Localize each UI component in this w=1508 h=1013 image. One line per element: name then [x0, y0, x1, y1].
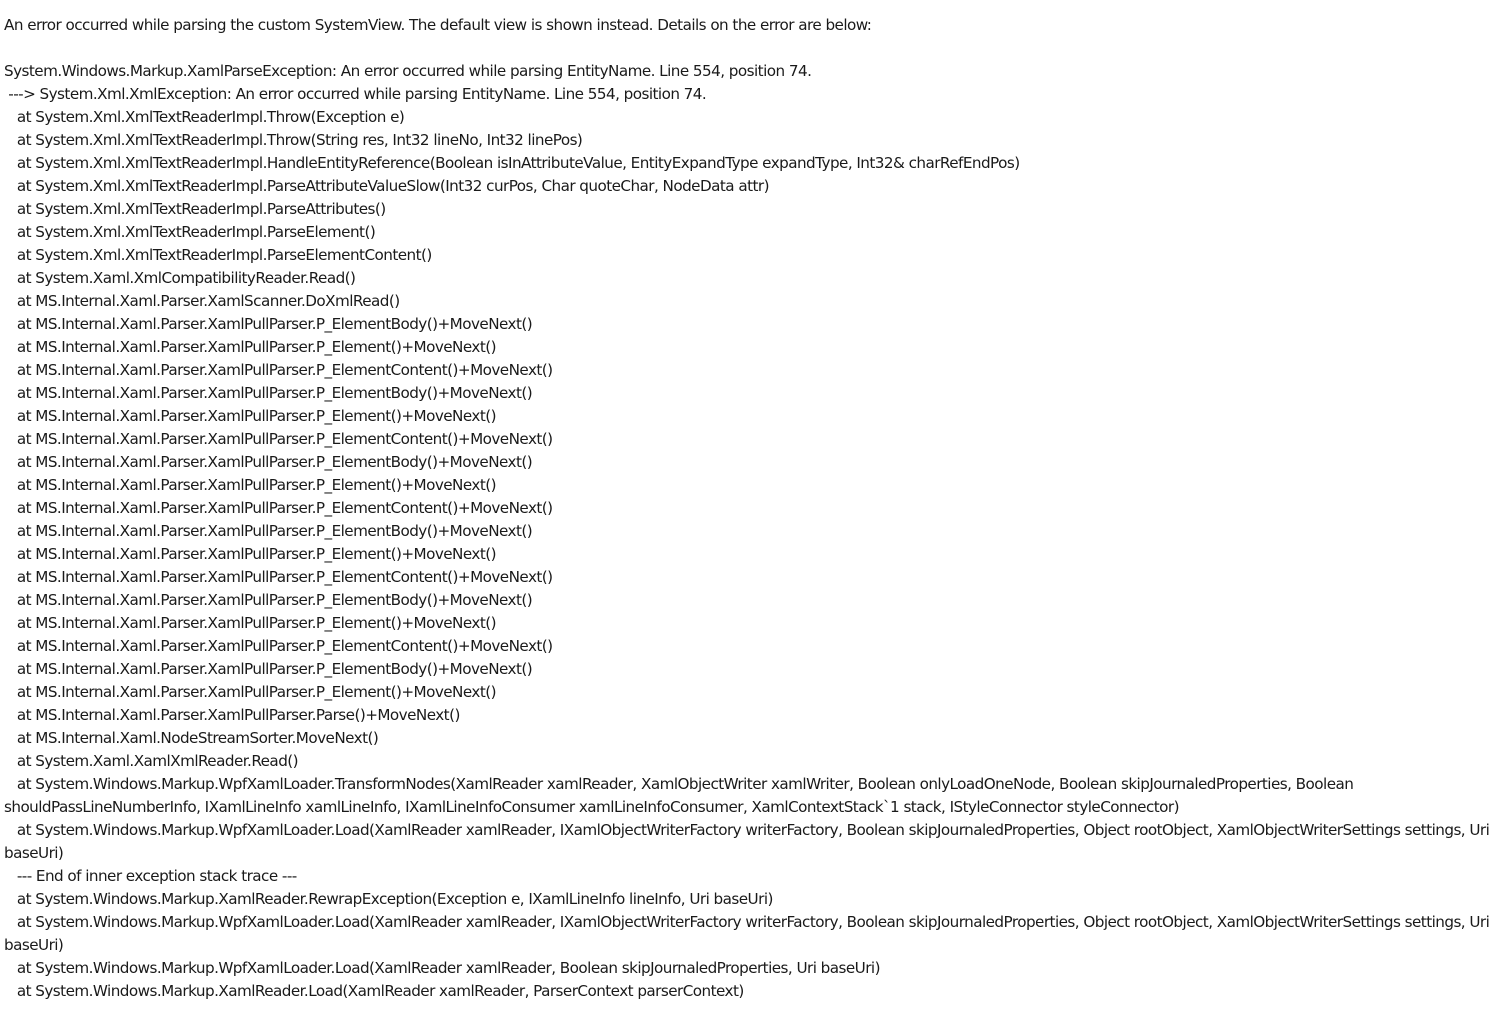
stack-trace-line: at MS.Internal.Xaml.Parser.XamlPullParser.Parse()+MoveNext() — [4, 706, 460, 724]
stack-trace-line: at MS.Internal.Xaml.Parser.XamlPullParser.P_ElementContent()+MoveNext() — [4, 637, 553, 655]
stack-trace-line: at System.Windows.Markup.WpfXamlLoader.Load(XamlReader xamlReader, IXamlObjectWriterFactory writerFactory, Boolean skipJournaledProperties, Object rootObject, XamlObjectWriterSettings settings, Uri baseUri) — [4, 913, 1494, 954]
truncated-trace-line — [4, 1003, 1502, 1013]
stack-trace-line: at MS.Internal.Xaml.Parser.XamlPullParser.P_ElementBody()+MoveNext() — [4, 384, 533, 402]
stack-trace-line: at System.Windows.Markup.XamlReader.Load(XamlReader xamlReader, ParserContext parserContext) — [4, 982, 744, 1000]
stack-trace-line: at System.Xml.XmlTextReaderImpl.ParseAttributes() — [4, 200, 386, 218]
stack-trace — [4, 106, 1502, 1003]
stack-trace-line: at System.Xml.XmlTextReaderImpl.ParseElementContent() — [4, 246, 432, 264]
stack-trace-line: at MS.Internal.Xaml.Parser.XamlPullParser.P_Element()+MoveNext() — [4, 614, 496, 632]
stack-trace-line: at System.Windows.Markup.WpfXamlLoader.Load(XamlReader xamlReader, Boolean skipJournaledProperties, Uri baseUri) — [4, 959, 880, 977]
stack-trace-line: at MS.Internal.Xaml.NodeStreamSorter.MoveNext() — [4, 729, 379, 747]
stack-trace-line: at System.Xaml.XmlCompatibilityReader.Read() — [4, 269, 356, 287]
stack-trace-line: at MS.Internal.Xaml.Parser.XamlPullParser.P_ElementBody()+MoveNext() — [4, 315, 533, 333]
error-header: An error occurred while parsing the custom SystemView. The default view is shown instead. Details on the error are below: — [4, 16, 872, 34]
stack-trace-line: at MS.Internal.Xaml.Parser.XamlPullParser.P_ElementBody()+MoveNext() — [4, 453, 533, 471]
stack-trace-line: at MS.Internal.Xaml.Parser.XamlPullParser.P_ElementContent()+MoveNext() — [4, 361, 553, 379]
stack-trace-line: at System.Xml.XmlTextReaderImpl.ParseAttributeValueSlow(Int32 curPos, Char quoteChar, NodeData attr) — [4, 177, 769, 195]
stack-trace-line: at System.Xaml.XamlXmlReader.Read() — [4, 752, 299, 770]
stack-trace-line: at System.Xml.XmlTextReaderImpl.Throw(Exception e) — [4, 108, 405, 126]
stack-trace-line: at MS.Internal.Xaml.Parser.XamlPullParser.P_ElementBody()+MoveNext() — [4, 660, 533, 678]
stack-trace-line: at System.Xml.XmlTextReaderImpl.Throw(String res, Int32 lineNo, Int32 linePos) — [4, 131, 583, 149]
stack-trace-line: at System.Windows.Markup.WpfXamlLoader.TransformNodes(XamlReader xamlReader, XamlObjectWriter xamlWriter, Boolean onlyLoadOneNode, Boolean skipJournaledProperties, Boolean shouldPassLineNumberInfo, IXamlLineInfo xamlLineInfo, IXamlLineInfoConsumer xamlLineInfoConsumer, XamlContextStack`1 stack, IStyleConnector styleConnector) — [4, 775, 1358, 816]
spacer — [4, 37, 1502, 60]
stack-trace-line: at MS.Internal.Xaml.Parser.XamlScanner.DoXmlRead() — [4, 292, 400, 310]
stack-trace-line: at System.Xml.XmlTextReaderImpl.HandleEntityReference(Boolean isInAttributeValue, EntityExpandType expandType, Int32& charRefEndPos) — [4, 154, 1020, 172]
stack-trace-line: at MS.Internal.Xaml.Parser.XamlPullParser.P_Element()+MoveNext() — [4, 476, 496, 494]
stack-trace-line: at System.Xml.XmlTextReaderImpl.ParseElement() — [4, 223, 376, 241]
stack-trace-line: at MS.Internal.Xaml.Parser.XamlPullParser.P_ElementContent()+MoveNext() — [4, 499, 553, 517]
error-view — [4, 14, 1502, 1013]
stack-trace-line: at MS.Internal.Xaml.Parser.XamlPullParser.P_Element()+MoveNext() — [4, 545, 496, 563]
stack-trace-line: at MS.Internal.Xaml.Parser.XamlPullParser.P_Element()+MoveNext() — [4, 407, 496, 425]
stack-trace-line: at MS.Internal.Xaml.Parser.XamlPullParser.P_Element()+MoveNext() — [4, 683, 496, 701]
stack-trace-line: at MS.Internal.Xaml.Parser.XamlPullParser.P_ElementContent()+MoveNext() — [4, 430, 553, 448]
stack-trace-line: at MS.Internal.Xaml.Parser.XamlPullParser.P_ElementBody()+MoveNext() — [4, 522, 533, 540]
inner-exception-message: ---> System.Xml.XmlException: An error occurred while parsing EntityName. Line 554, position 74. — [4, 85, 707, 103]
stack-trace-line: at System.Windows.Markup.XamlReader.RewrapException(Exception e, IXamlLineInfo lineInfo, Uri baseUri) — [4, 890, 773, 908]
stack-trace-line: at MS.Internal.Xaml.Parser.XamlPullParser.P_ElementContent()+MoveNext() — [4, 568, 553, 586]
stack-trace-line: --- End of inner exception stack trace --- — [4, 867, 297, 885]
exception-message: System.Windows.Markup.XamlParseException: An error occurred while parsing EntityName. Line 554, position 74. — [4, 62, 812, 80]
stack-trace-line: at MS.Internal.Xaml.Parser.XamlPullParser.P_ElementBody()+MoveNext() — [4, 591, 533, 609]
stack-trace-line: at System.Windows.Markup.WpfXamlLoader.Load(XamlReader xamlReader, IXamlObjectWriterFactory writerFactory, Boolean skipJournaledProperties, Object rootObject, XamlObjectWriterSettings settings, Uri baseUri) — [4, 821, 1494, 862]
stack-trace-line: at MS.Internal.Xaml.Parser.XamlPullParser.P_Element()+MoveNext() — [4, 338, 496, 356]
